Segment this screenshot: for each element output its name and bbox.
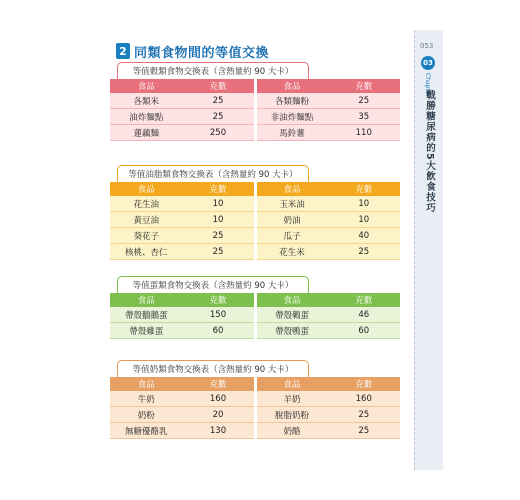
section-title: 同類食物間的等值交換	[134, 45, 270, 61]
grams-cell: 10	[183, 212, 256, 228]
grams-cell: 60	[328, 323, 401, 339]
section-number-badge: 2	[116, 43, 130, 59]
table-row	[110, 407, 400, 423]
grams-cell: 25	[183, 109, 256, 125]
table-row	[110, 391, 400, 407]
grams-cell: 25	[183, 93, 256, 109]
column-header: 食品	[255, 79, 328, 93]
food-cell: 玉米油	[255, 196, 328, 212]
column-header: 食品	[110, 79, 183, 93]
table-title: 等值穀類食物交換表（含熱量約 90 大卡）	[117, 62, 309, 79]
grams-cell: 25	[183, 228, 256, 244]
food-cell: 無糖優酪乳	[110, 423, 183, 439]
food-cell: 帶殼鴨蛋	[255, 323, 328, 339]
grams-cell: 25	[183, 244, 256, 260]
grams-cell: 10	[328, 212, 401, 228]
food-cell: 帶殼鵝鵝蛋	[110, 307, 183, 323]
column-header: 克數	[183, 79, 256, 93]
food-cell: 核桃、杏仁	[110, 244, 183, 260]
food-cell: 非油炸麵點	[255, 109, 328, 125]
food-cell: 馬鈴薯	[255, 125, 328, 141]
grams-cell: 150	[183, 307, 256, 323]
chapter-label: Chapter	[424, 73, 431, 97]
column-header: 克數	[328, 79, 401, 93]
grams-cell: 40	[328, 228, 401, 244]
table-title: 等值油脂類食物交換表（含熱量約 90 大卡）	[117, 165, 309, 182]
table-row	[110, 93, 400, 109]
grams-cell: 46	[328, 307, 401, 323]
page-number: 053	[420, 42, 434, 50]
grams-cell: 160	[328, 391, 401, 407]
table-row	[110, 323, 400, 339]
milk-exchange-table	[110, 360, 400, 439]
oil-exchange-table	[110, 165, 400, 260]
table-row	[110, 196, 400, 212]
grain-exchange-table	[110, 62, 400, 141]
column-header: 克數	[183, 293, 256, 307]
column-header: 克數	[183, 377, 256, 391]
grams-cell: 10	[183, 196, 256, 212]
food-cell: 羊奶	[255, 391, 328, 407]
column-header: 克數	[328, 377, 401, 391]
grams-cell: 35	[328, 109, 401, 125]
food-cell: 脫脂奶粉	[255, 407, 328, 423]
grams-cell: 60	[183, 323, 256, 339]
food-cell: 各類米	[110, 93, 183, 109]
grams-cell: 160	[183, 391, 256, 407]
food-cell: 帶殼鵪蛋	[255, 307, 328, 323]
table-title: 等值奶類食物交換表（含熱量約 90 大卡）	[117, 360, 309, 377]
column-header: 食品	[255, 293, 328, 307]
section-heading	[116, 42, 269, 60]
grams-cell: 25	[328, 407, 401, 423]
column-header: 食品	[255, 377, 328, 391]
food-cell: 油炸麵點	[110, 109, 183, 125]
column-header: 食品	[110, 377, 183, 391]
column-header: 食品	[255, 182, 328, 196]
grams-cell: 10	[328, 196, 401, 212]
grams-cell: 130	[183, 423, 256, 439]
food-cell: 葵花子	[110, 228, 183, 244]
column-header: 克數	[183, 182, 256, 196]
food-cell: 蓮藕麵	[110, 125, 183, 141]
grams-cell: 25	[328, 423, 401, 439]
grams-cell: 25	[328, 244, 401, 260]
food-cell: 奶油	[255, 212, 328, 228]
food-cell: 花生油	[110, 196, 183, 212]
chapter-title: 戰勝糖尿病的5大飲食技巧	[424, 90, 435, 214]
column-header: 食品	[110, 182, 183, 196]
table-row	[110, 244, 400, 260]
table-row	[110, 228, 400, 244]
food-cell: 奶粉	[110, 407, 183, 423]
egg-exchange-table	[110, 276, 400, 339]
chapter-number-badge: 03	[421, 56, 435, 70]
grams-cell: 110	[328, 125, 401, 141]
food-cell: 瓜子	[255, 228, 328, 244]
table-row	[110, 307, 400, 323]
grams-cell: 25	[328, 93, 401, 109]
grams-cell: 20	[183, 407, 256, 423]
table-title: 等值蛋類食物交換表（含熱量約 90 大卡）	[117, 276, 309, 293]
column-header: 食品	[110, 293, 183, 307]
food-cell: 帶殼雞蛋	[110, 323, 183, 339]
food-cell: 花生米	[255, 244, 328, 260]
food-cell: 各類麵粉	[255, 93, 328, 109]
column-header: 克數	[328, 182, 401, 196]
table-row	[110, 109, 400, 125]
food-cell: 黃豆油	[110, 212, 183, 228]
grams-cell: 250	[183, 125, 256, 141]
food-cell: 牛奶	[110, 391, 183, 407]
table-row	[110, 423, 400, 439]
column-header: 克數	[328, 293, 401, 307]
table-row	[110, 125, 400, 141]
table-row	[110, 212, 400, 228]
food-cell: 奶酪	[255, 423, 328, 439]
